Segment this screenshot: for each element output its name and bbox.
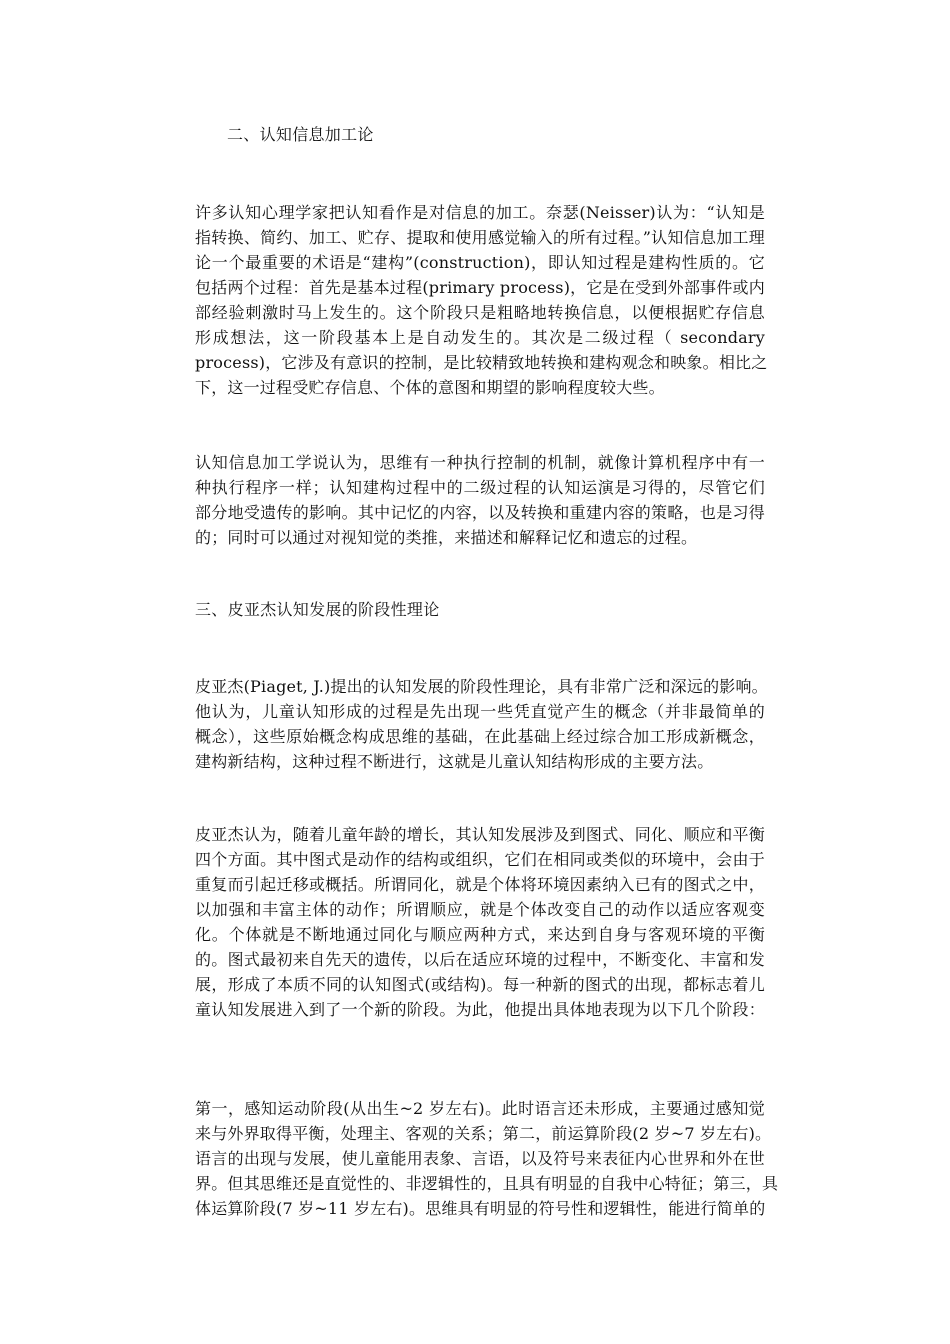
paragraph-line: 他认为，儿童认知形成的过程是先出现一些凭直觉产生的概念（并非最简单的 [195,702,765,721]
paragraph-line: 以加强和丰富主体的动作；所谓顺应，就是个体改变自己的动作以适应客观变 [195,900,765,919]
paragraph-line: 化。个体就是不断地通过同化与顺应两种方式，来达到自身与客观环境的平衡 [195,925,765,944]
paragraph-line: 建构新结构，这种过程不断进行，这就是儿童认知结构形成的主要方法。 [195,752,714,771]
paragraph-line: 第一，感知运动阶段(从出生~2 岁左右)。此时语言还未形成，主要通过感知觉 [195,1099,765,1118]
paragraph-line: 论一个最重要的术语是“建构”(construction)，即认知过程是建构性质的。它 [195,253,765,272]
paragraph-line: 指转换、简约、加工、贮存、提取和使用感觉输入的所有过程。”认知信息加工理 [195,228,765,247]
paragraph-line: process)，它涉及有意识的控制，是比较精致地转换和建构观念和映象。相比之 [195,353,768,372]
paragraph-line: 包括两个过程：首先是基本过程(primary process)，它是在受到外部事件或内 [195,278,765,297]
paragraph-line: 下，这一过程受贮存信息、个体的意图和期望的影响程度较大些。 [195,378,665,397]
section-heading-piaget-stage-theory: 三、皮亚杰认知发展的阶段性理论 [195,600,440,619]
paragraph-line: 童认知发展进入到了一个新的阶段。为此，他提出具体地表现为以下几个阶段： [195,1000,765,1019]
paragraph-line: 体运算阶段(7 岁~11 岁左右)。思维具有明显的符号性和逻辑性，能进行简单的 [195,1199,766,1218]
paragraph-line: 的；同时可以通过对视知觉的类推，来描述和解释记忆和遗忘的过程。 [195,528,698,547]
paragraph-line: 认知信息加工学说认为，思维有一种执行控制的机制，就像计算机程序中有一 [195,453,765,472]
paragraph-line: 许多认知心理学家把认知看作是对信息的加工。奈瑟(Neisser)认为：“认知是 [195,203,765,222]
paragraph-line: 皮亚杰(Piaget, J.)提出的认知发展的阶段性理论，具有非常广泛和深远的影响。 [195,677,768,696]
paragraph-line: 形成想法，这一阶段基本上是自动发生的。其次是二级过程（ secondary [195,328,765,347]
paragraph-line: 四个方面。其中图式是动作的结构或组织，它们在相同或类似的环境中，会由于 [195,850,765,869]
paragraph-line: 来与外界取得平衡，处理主、客观的关系；第二，前运算阶段(2 岁~7 岁左右)。 [195,1124,772,1143]
paragraph-line: 皮亚杰认为，随着儿童年龄的增长，其认知发展涉及到图式、同化、顺应和平衡 [195,825,765,844]
paragraph-line: 种执行程序一样；认知建构过程中的二级过程的认知运演是习得的，尽管它们 [195,478,765,497]
paragraph-line: 语言的出现与发展，使儿童能用表象、言语，以及符号来表征内心世界和外在世 [195,1149,765,1168]
section-heading-cognitive-information-processing: 二、认知信息加工论 [227,125,374,144]
paragraph-line: 部分地受遗传的影响。其中记忆的内容，以及转换和重建内容的策略，也是习得 [195,503,765,522]
paragraph-line: 的。图式最初来自先天的遗传，以后在适应环境的过程中，不断变化、丰富和发 [195,950,765,969]
paragraph-line: 重复而引起迁移或概括。所谓同化，就是个体将环境因素纳入已有的图式之中， [195,875,765,894]
paragraph-line: 概念），这些原始概念构成思维的基础，在此基础上经过综合加工形成新概念， [195,727,765,746]
paragraph-line: 界。但其思维还是直觉性的、非逻辑性的，且具有明显的自我中心特征；第三，具 [195,1174,779,1193]
paragraph-line: 展，形成了本质不同的认知图式(或结构)。每一种新的图式的出现，都标志着儿 [195,975,765,994]
paragraph-line: 部经验刺激时马上发生的。这个阶段只是粗略地转换信息，以便根据贮存信息 [195,303,765,322]
